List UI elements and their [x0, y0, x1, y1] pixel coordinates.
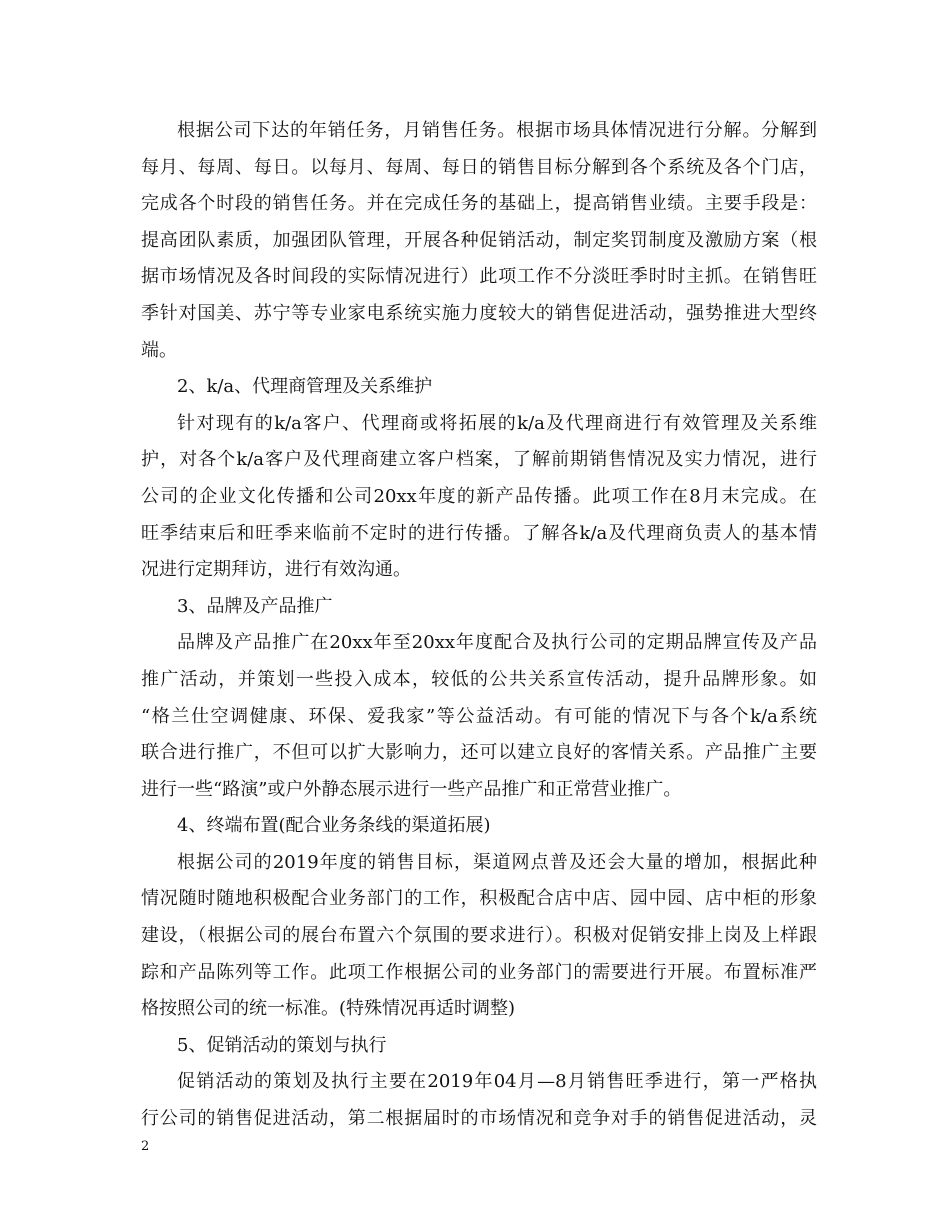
text-line: 品牌及产品推广在20xx年至20xx年度配合及执行公司的定期品牌宣传及产品 [177, 632, 817, 654]
text-line: 况进行定期拜访，进行有效沟通。 [141, 559, 411, 581]
section-heading: 4、终端布置(配合业务条线的渠道拓展) [177, 815, 491, 837]
text-line: 根据公司的2019年度的销售目标，渠道网点普及还会大量的增加，根据此种 [177, 851, 817, 873]
section-heading: 3、品牌及产品推广 [177, 595, 333, 617]
section-heading: 2、k/a、代理商管理及关系维护 [177, 376, 433, 398]
text-line: “格兰仕空调健康、环保、爱我家”等公益活动。有可能的情况下与各个k/a系统 [141, 705, 817, 727]
text-line: 格按照公司的统一标准。(特殊情况再适时调整) [141, 998, 516, 1020]
document-body [141, 113, 817, 1138]
text-line: 行公司的销售促进活动，第二根据届时的市场情况和竞争对手的销售促进活动，灵 [141, 1108, 817, 1130]
text-line: 旺季结束后和旺季来临前不定时的进行传播。了解各k/a及代理商负责人的基本情 [141, 522, 817, 544]
text-line: 踪和产品陈列等工作。此项工作根据公司的业务部门的需要进行开展。布置标准严 [141, 961, 817, 983]
text-line: 据市场情况及各时间段的实际情况进行）此项工作不分淡旺季时时主抓。在销售旺 [141, 266, 817, 288]
text-line: 季针对国美、苏宁等专业家电系统实施力度较大的销售促进活动，强势推进大型终 [141, 302, 817, 324]
page-number: 2 [141, 1139, 150, 1154]
text-line: 联合进行推广，不但可以扩大影响力，还可以建立良好的客情关系。产品推广主要 [141, 742, 817, 764]
text-line: 推广活动，并策划一些投入成本，较低的公共关系宣传活动，提升品牌形象。如 [141, 668, 817, 690]
text-line: 提高团队素质，加强团队管理，开展各种促销活动，制定奖罚制度及激励方案（根 [141, 229, 817, 251]
text-line: 护，对各个k/a客户及代理商建立客户档案，了解前期销售情况及实力情况，进行 [141, 449, 817, 471]
text-line: 针对现有的k/a客户、代理商或将拓展的k/a及代理商进行有效管理及关系维 [177, 412, 817, 434]
text-line: 每月、每周、每日。以每月、每周、每日的销售目标分解到各个系统及各个门店， [141, 156, 817, 178]
text-line: 端。 [141, 339, 177, 361]
text-line: 公司的企业文化传播和公司20xx年度的新产品传播。此项工作在8月末完成。在 [141, 485, 817, 507]
text-line: 情况随时随地积极配合业务部门的工作，积极配合店中店、园中园、店中柜的形象 [141, 888, 817, 910]
text-line: 根据公司下达的年销任务，月销售任务。根据市场具体情况进行分解。分解到 [177, 120, 817, 141]
text-line: 建设，（根据公司的展台布置六个氛围的要求进行）。积极对促销安排上岗及上样跟 [141, 925, 817, 947]
text-line: 进行一些“路演”或户外静态展示进行一些产品推广和正常营业推广。 [141, 778, 682, 800]
section-heading: 5、促销活动的策划与执行 [177, 1034, 387, 1056]
text-line: 促销活动的策划及执行主要在2019年04月—8月销售旺季进行，第一严格执 [177, 1071, 817, 1093]
text-line: 完成各个时段的销售任务。并在完成任务的基础上，提高销售业绩。主要手段是： [141, 193, 817, 215]
